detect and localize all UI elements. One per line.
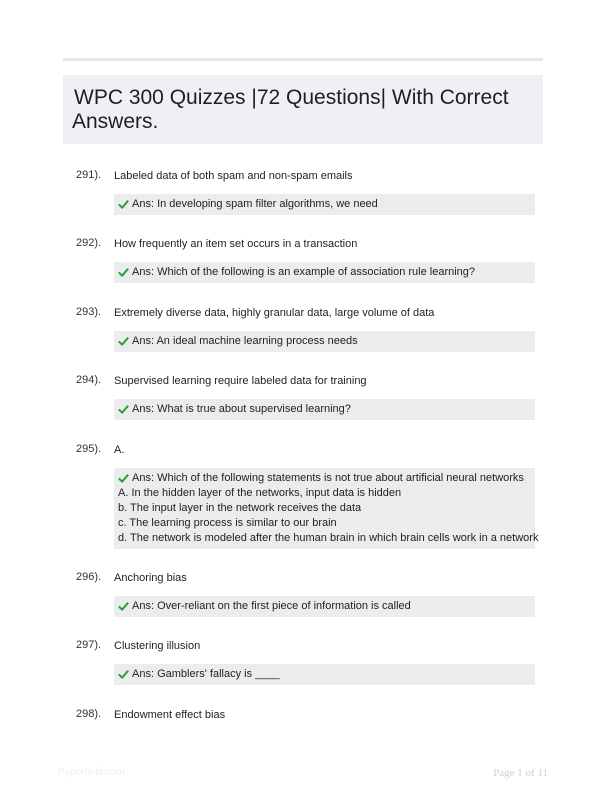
question-number: 292). [76,237,102,249]
answer-text: Ans: Over-reliant on the first piece of information is called [132,600,411,612]
answer-text: Ans: Gamblers' fallacy is ____ [132,668,280,680]
title-banner [63,75,543,144]
answer-box [114,596,535,617]
answer-box [114,262,535,283]
question-text: Endowment effect bias [114,709,226,721]
check-icon [118,267,129,278]
question-number: 295). [76,443,102,455]
answer-option: A. In the hidden layer of the networks, input data is hidden [118,487,402,499]
answer-text: Ans: In developing spam filter algorithms, we need [132,198,378,210]
check-icon [118,404,129,415]
question-text: Anchoring bias [114,572,187,584]
document-title: WPC 300 Quizzes |72 Questions| With Correct Answers. [72,86,509,133]
answer-text: Ans: An ideal machine learning process needs [132,335,358,347]
question-number: 296). [76,571,102,583]
question-text: Labeled data of both spam and non-spam emails [114,170,353,182]
answer-option: b. The input layer in the network receives the data [118,502,362,514]
check-icon [118,336,129,347]
question-number: 297). [76,639,102,651]
question-text: A. [114,444,125,456]
question-number: 293). [76,306,102,318]
answer-option: c. The learning process is similar to our brain [118,517,337,529]
question-number: 298). [76,708,102,720]
answer-text: Ans: What is true about supervised learning? [132,403,351,415]
page-number: Page 1 of 11 [493,767,548,779]
check-icon [118,199,129,210]
check-icon [118,473,129,484]
answer-text: Ans: Which of the following statements is not true about artificial neural networks [132,472,524,484]
check-icon [118,669,129,680]
check-icon [118,601,129,612]
answer-text: Ans: Which of the following is an example of association rule learning? [132,266,476,278]
question-text: How frequently an item set occurs in a transaction [114,238,358,250]
question-text: Clustering illusion [114,640,201,652]
question-number: 291). [76,169,102,181]
question-text: Extremely diverse data, highly granular data, large volume of data [114,307,435,319]
question-number: 294). [76,374,102,386]
answer-box [114,468,539,549]
top-divider [63,58,543,61]
answer-box [114,194,535,215]
answer-box [114,399,535,420]
answer-box [114,331,535,352]
answer-box [114,664,535,685]
question-text: Supervised learning require labeled data for training [114,375,367,387]
footer-site: Paperfield.com [58,767,125,778]
answer-option: d. The network is modeled after the human brain in which brain cells work in a network [118,532,539,544]
